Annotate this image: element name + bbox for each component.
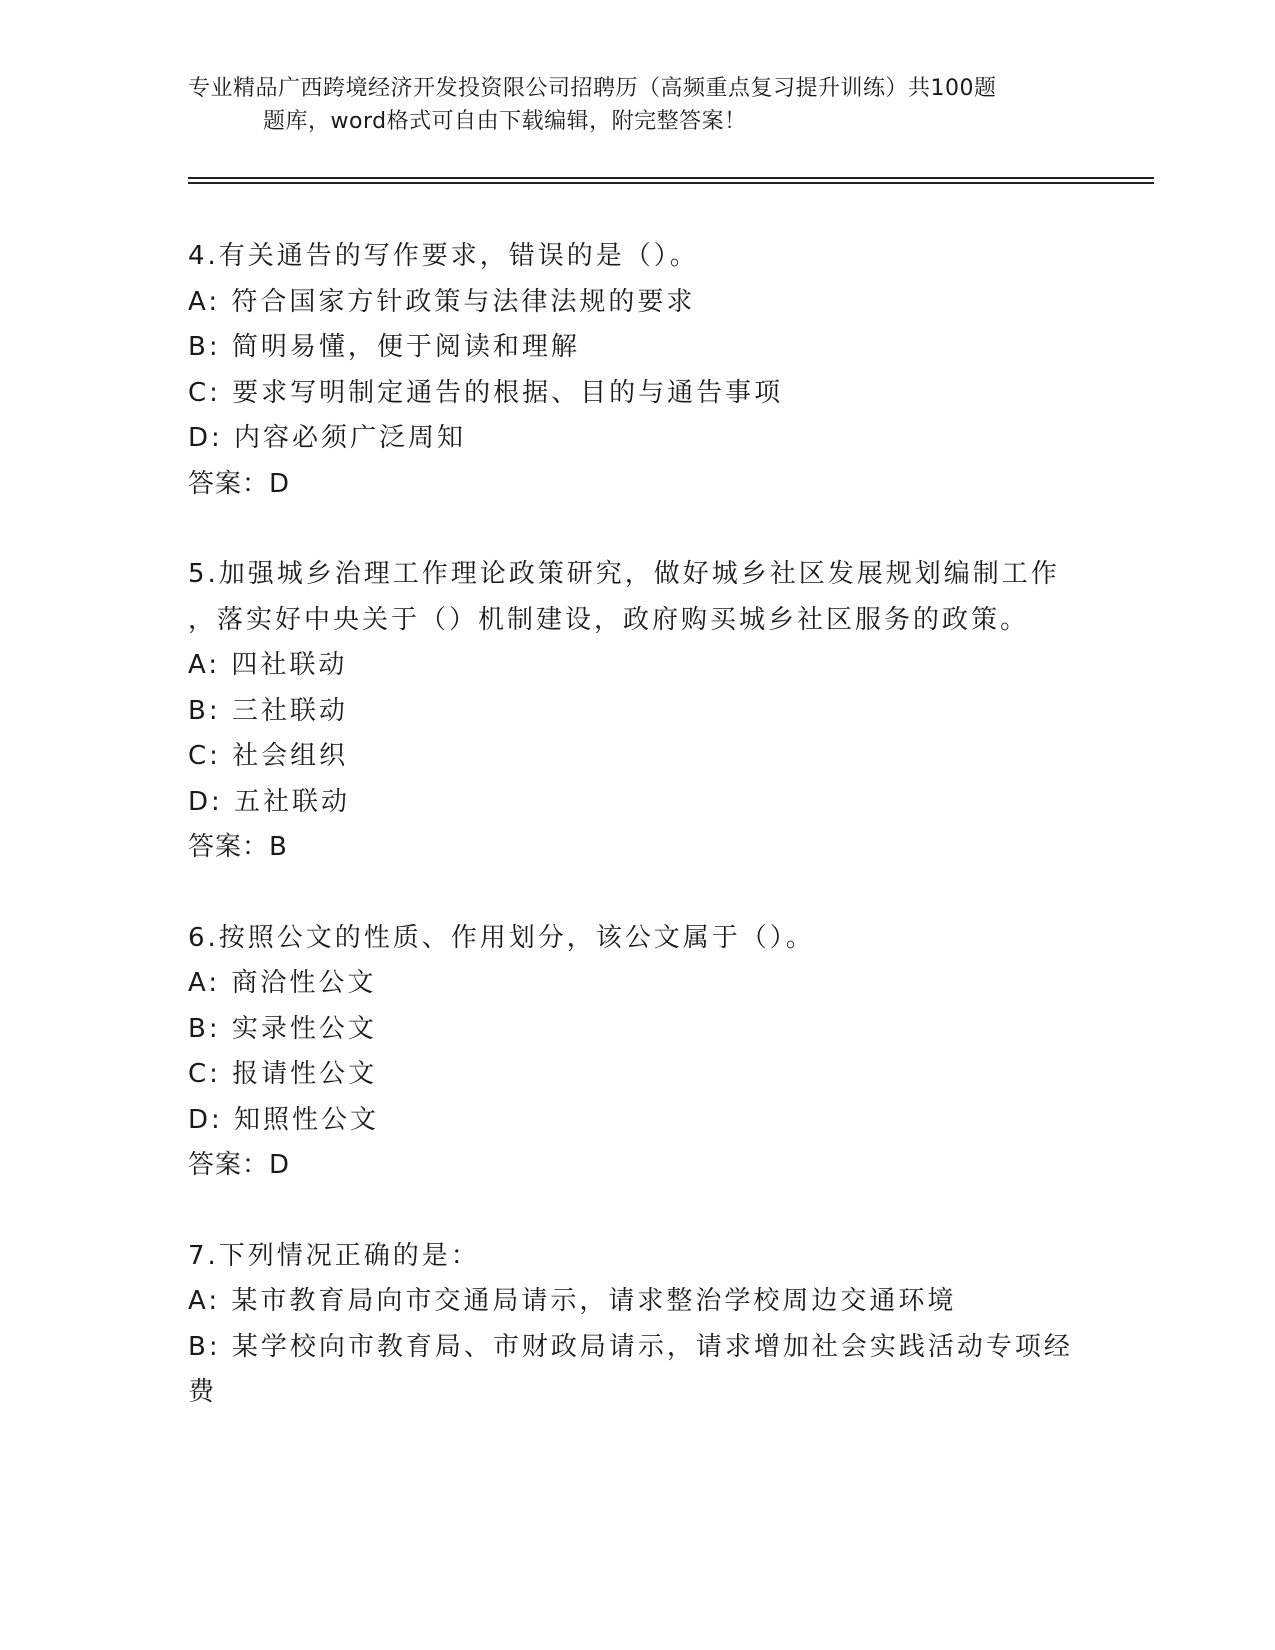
header-divider-bottom <box>188 182 1154 184</box>
question-stem: 6.按照公文的性质、作用划分，该公文属于（）。 <box>188 922 815 953</box>
option-b-continued: 费 <box>188 1377 218 1407</box>
answer: 答案：D <box>188 1150 291 1180</box>
question-list <box>188 234 1088 1461</box>
option-a: A: 符合国家方针政策与法律法规的要求 <box>188 286 696 317</box>
answer: 答案：B <box>188 832 288 862</box>
answer: 答案：D <box>188 468 291 499</box>
option-c: C: 社会组织 <box>188 741 349 771</box>
question-5 <box>188 552 1088 871</box>
document-header <box>188 72 1088 138</box>
option-c: C: 报请性公文 <box>188 1059 378 1089</box>
option-b: B: 某学校向市教育局、市财政局请示，请求增加社会实践活动专项经 <box>188 1331 1073 1362</box>
header-title-line-2: 题库，word格式可自由下载编辑，附完整答案！ <box>263 109 747 134</box>
option-b: B: 三社联动 <box>188 695 348 726</box>
option-a: A: 某市教育局向市交通局请示，请求整治学校周边交通环境 <box>188 1286 957 1316</box>
question-stem: 5.加强城乡治理工作理论政策研究，做好城乡社区发展规划编制工作 <box>188 559 1060 589</box>
option-b: B: 实录性公文 <box>188 1013 377 1044</box>
question-stem-continued: ，落实好中央关于（）机制建设，政府购买城乡社区服务的政策。 <box>188 604 1030 635</box>
question-7 <box>188 1234 1088 1416</box>
option-b: B: 简明易懂，便于阅读和理解 <box>188 332 580 362</box>
header-title-line-1: 专业精品广西跨境经济开发投资限公司招聘历（高频重点复习提升训练）共100题 <box>188 76 997 101</box>
header-divider-top <box>188 177 1154 179</box>
option-d: D: 内容必须广泛周知 <box>188 423 467 453</box>
option-d: D: 知照性公文 <box>188 1104 380 1135</box>
option-a: A: 四社联动 <box>188 650 348 680</box>
question-6 <box>188 916 1088 1189</box>
question-stem: 4.有关通告的写作要求，错误的是（）。 <box>188 241 699 271</box>
option-d: D: 五社联动 <box>188 786 351 817</box>
question-4 <box>188 234 1088 507</box>
option-c: C: 要求写明制定通告的根据、目的与通告事项 <box>188 377 784 408</box>
option-a: A: 商洽性公文 <box>188 968 377 998</box>
question-stem: 7.下列情况正确的是： <box>188 1240 480 1271</box>
